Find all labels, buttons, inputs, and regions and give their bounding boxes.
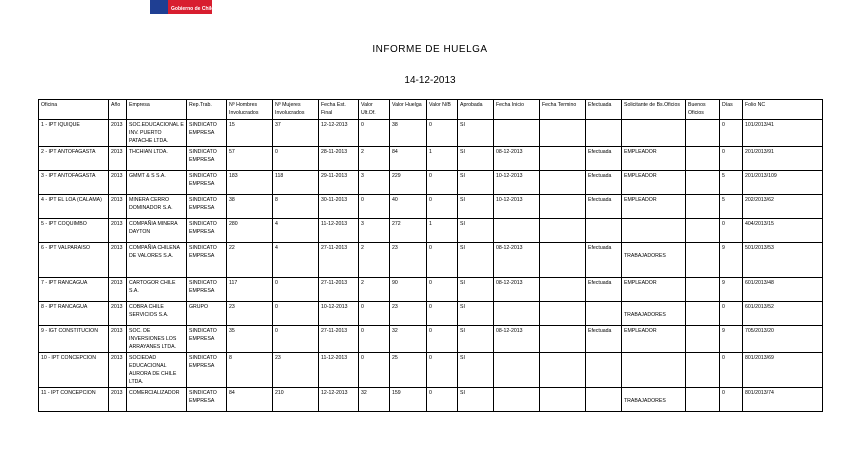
table-cell: 5 [720,195,743,219]
table-cell: SI [458,243,494,278]
table-cell [540,388,586,412]
table-cell: 210 [273,388,319,412]
table-cell: 08-12-2013 [494,243,540,278]
table-cell [686,195,720,219]
table-cell: 27-11-2013 [319,278,359,302]
table-cell: 22 [227,243,273,278]
table-cell: 201/2013/109 [743,171,823,195]
table-cell: 229 [390,171,427,195]
table-cell: 601/2013/48 [743,278,823,302]
table-cell: 2 - IPT ANTOFAGASTA [39,147,109,171]
table-cell: 32 [359,388,390,412]
table-cell: 0 [427,302,458,326]
table-cell: EMPLEADOR [622,326,686,353]
table-cell [540,353,586,388]
table-cell: EMPLEADOR [622,195,686,219]
table-cell: 11-12-2013 [319,219,359,243]
table-cell [540,243,586,278]
table-cell [540,278,586,302]
table-row [39,326,823,353]
table-cell: SI [458,326,494,353]
table-cell [540,120,586,147]
table-cell: Efectuada [586,326,622,353]
table-cell: 29-11-2013 [319,171,359,195]
table-cell: 10-12-2013 [319,302,359,326]
column-header: Valor Huelga [390,100,427,120]
table-cell: 3 [359,171,390,195]
table-cell: 2013 [109,388,127,412]
column-header: Fecha Termino [540,100,586,120]
table-cell: SINDICATO EMPRESA [187,219,227,243]
table-cell: 0 [720,147,743,171]
column-header: Fecha Inicio [494,100,540,120]
table-cell: SI [458,388,494,412]
column-header: Efectuada [586,100,622,120]
table-cell: 9 [720,278,743,302]
table-cell: Efectuada [586,171,622,195]
table-cell: 8 [273,195,319,219]
table-cell: 4 [273,219,319,243]
table-cell: 27-11-2013 [319,326,359,353]
table-cell: 12-12-2013 [319,120,359,147]
table-cell: 0 [359,326,390,353]
table-cell: 0 [273,302,319,326]
table-cell: 101/2013/41 [743,120,823,147]
table-cell [686,388,720,412]
column-header: Oficina [39,100,109,120]
table-cell: 0 [273,147,319,171]
table-cell: 23 [227,302,273,326]
table-cell: CARTOGOR CHILE S.A. [127,278,187,302]
table-row [39,388,823,412]
table-cell: 08-12-2013 [494,278,540,302]
table-cell: 601/2013/52 [743,302,823,326]
table-cell [586,353,622,388]
table-cell: THCHIAN LTDA. [127,147,187,171]
table-cell: 801/2013/69 [743,353,823,388]
table-cell: 272 [390,219,427,243]
table-cell [494,120,540,147]
table-cell: 2013 [109,353,127,388]
table-cell: SI [458,171,494,195]
table-cell: COMPAÑIA MINERA DAYTON [127,219,187,243]
table-cell [686,302,720,326]
table-cell [586,302,622,326]
table-cell: 0 [720,302,743,326]
table-cell: Efectuada [586,147,622,171]
table-cell: 12-12-2013 [319,388,359,412]
logo-red-block [168,0,215,14]
table-row [39,195,823,219]
table-cell: GMMT & S S.A. [127,171,187,195]
table-cell: 08-12-2013 [494,326,540,353]
table-cell: 0 [720,388,743,412]
table-cell: 11-12-2013 [319,353,359,388]
column-header: Buenos Oficios [686,100,720,120]
table-cell: 35 [227,326,273,353]
table-cell: Efectuada [586,195,622,219]
column-header: Nº Hombres Involucrados [227,100,273,120]
table-cell: 23 [390,302,427,326]
table-header-row [39,100,823,120]
table-cell: EMPLEADOR [622,171,686,195]
table-cell: GRUPO [187,302,227,326]
table-row [39,219,823,243]
report-title: INFORME DE HUELGA [372,44,488,55]
table-cell: SI [458,195,494,219]
table-cell: COMPAÑIA CHILENA DE VALORES S.A. [127,243,187,278]
table-cell: SOCIEDAD EDUCACIONAL AURORA DE CHILE LTDA. [127,353,187,388]
table-cell: 0 [359,353,390,388]
table-cell: 27-11-2013 [319,243,359,278]
table-cell: 501/2013/53 [743,243,823,278]
table-cell: SI [458,302,494,326]
table-cell: 3 - IPT ANTOFAGASTA [39,171,109,195]
table-cell: EMPLEADOR [622,147,686,171]
table-cell: 4 - IPT EL LOA (CALAMA) [39,195,109,219]
table-cell: 38 [390,120,427,147]
table-cell: 2013 [109,120,127,147]
table-cell: 23 [273,353,319,388]
table-cell: 117 [227,278,273,302]
table-cell: TRABAJADORES [622,243,686,278]
table-cell: COBRA CHILE SERVICIOS S.A. [127,302,187,326]
table-row [39,278,823,302]
strike-report-table [38,99,823,412]
table-cell: 0 [427,120,458,147]
table-cell: 2013 [109,171,127,195]
table-cell: 8 [227,353,273,388]
table-cell: 705/2013/20 [743,326,823,353]
table-cell: SINDICATO EMPRESA [187,278,227,302]
table-cell: SI [458,120,494,147]
table-cell: 0 [273,278,319,302]
table-cell: 280 [227,219,273,243]
table-cell: SI [458,219,494,243]
table-cell [494,353,540,388]
table-cell: 801/2013/74 [743,388,823,412]
table-cell: 404/2013/15 [743,219,823,243]
table-cell: 2013 [109,326,127,353]
table-cell: Efectuada [586,243,622,278]
column-header: Valor Ult.Of. [359,100,390,120]
table-cell: 5 - IPT COQUIMBO [39,219,109,243]
table-cell: 15 [227,120,273,147]
table-cell [540,171,586,195]
column-header: Valor N/B [427,100,458,120]
table-cell: 4 [273,243,319,278]
table-cell: 10 - IPT CONCEPCION [39,353,109,388]
table-cell: EMPLEADOR [622,278,686,302]
table-cell: MINERA CERRO DOMINADOR S.A. [127,195,187,219]
logo-blue-block [150,0,168,14]
gobierno-de-chile-logo [150,0,215,14]
table-cell [686,326,720,353]
table-cell [540,147,586,171]
column-header: Folio NC [743,100,823,120]
table-cell [540,219,586,243]
table-cell: 0 [273,326,319,353]
table-cell: 08-12-2013 [494,147,540,171]
table-cell: 30-11-2013 [319,195,359,219]
table-cell: 183 [227,171,273,195]
table-cell: SOC.EDUCACIONAL E INV. PUERTO PATACHE LTDA. [127,120,187,147]
table-cell: 0 [427,278,458,302]
table-cell: 0 [427,195,458,219]
table-row [39,353,823,388]
table-cell: 2013 [109,147,127,171]
column-header: Fecha Est. Final [319,100,359,120]
table-cell: 8 - IPT RANCAGUA [39,302,109,326]
table-cell: Efectuada [586,278,622,302]
column-header: Empresa [127,100,187,120]
table-cell: 23 [390,243,427,278]
table-cell: SINDICATO EMPRESA [187,147,227,171]
table-cell [494,388,540,412]
table-cell: SI [458,278,494,302]
table-cell: 2 [359,278,390,302]
table-cell [686,219,720,243]
table-cell [686,243,720,278]
table-cell: 2013 [109,219,127,243]
table-cell: 0 [427,353,458,388]
table-cell [540,326,586,353]
table-cell: 202/2013/62 [743,195,823,219]
table-row [39,120,823,147]
table-cell: 0 [359,120,390,147]
table-cell: 28-11-2013 [319,147,359,171]
table-cell: 2013 [109,243,127,278]
column-header: Nº Mujeres Involucrados [273,100,319,120]
table-cell: 201/2013/91 [743,147,823,171]
report-date: 14-12-2013 [404,75,456,86]
table-cell: SINDICATO EMPRESA [187,353,227,388]
table-cell [586,219,622,243]
table-cell: 38 [227,195,273,219]
table-cell: 9 [720,326,743,353]
table-cell: 6 - IPT VALPARAISO [39,243,109,278]
table-row [39,243,823,278]
table-cell: 2013 [109,302,127,326]
table-cell: 0 [427,326,458,353]
table-cell: SINDICATO EMPRESA [187,195,227,219]
table-cell: 159 [390,388,427,412]
table-row [39,171,823,195]
table-cell: 84 [390,147,427,171]
table-cell [494,302,540,326]
table-cell: 1 [427,147,458,171]
table-cell: 0 [359,302,390,326]
column-header: Solicitante de Bs.Oficios [622,100,686,120]
table-cell: 2013 [109,195,127,219]
table-cell: COMERCIALIZADOR [127,388,187,412]
table-cell: 40 [390,195,427,219]
table-cell: 7 - IPT RANCAGUA [39,278,109,302]
table-cell: SOC. DE INVERSIONES LOS ARRAYANES LTDA. [127,326,187,353]
table-cell: 0 [427,171,458,195]
logo-text: Gobierno de Chile [171,6,215,12]
table-cell: 9 [720,243,743,278]
table-cell [494,219,540,243]
table-cell: 57 [227,147,273,171]
table-cell: 0 [359,195,390,219]
table-cell [686,278,720,302]
table-cell [586,120,622,147]
column-header: Año [109,100,127,120]
table-cell [686,147,720,171]
table-cell: 3 [359,219,390,243]
table-cell [586,388,622,412]
table-cell: SINDICATO EMPRESA [187,388,227,412]
table-cell: 32 [390,326,427,353]
table-cell [686,120,720,147]
table-cell: SI [458,147,494,171]
table-cell: 2013 [109,278,127,302]
column-header: Rep.Trab. [187,100,227,120]
table-row [39,302,823,326]
table-cell: 10-12-2013 [494,171,540,195]
table-cell: 90 [390,278,427,302]
column-header: Aprobada [458,100,494,120]
table-cell: 0 [427,243,458,278]
table-cell: 118 [273,171,319,195]
table-cell: 0 [720,120,743,147]
table-cell: SINDICATO EMPRESA [187,326,227,353]
table-cell [686,353,720,388]
table-cell [686,171,720,195]
table-cell [622,120,686,147]
table-cell: 0 [427,388,458,412]
table-cell: 9 - IGT CONSTITUCION [39,326,109,353]
table-cell: SI [458,353,494,388]
table-cell: SINDICATO EMPRESA [187,243,227,278]
table-cell [540,195,586,219]
table-cell: 0 [720,353,743,388]
table-cell: TRABAJADORES [622,302,686,326]
table-cell: 2 [359,147,390,171]
table-cell [540,302,586,326]
table-cell: 84 [227,388,273,412]
column-header: Días [720,100,743,120]
table-cell: SINDICATO EMPRESA [187,120,227,147]
table-cell [622,219,686,243]
table-cell: SINDICATO EMPRESA [187,171,227,195]
table-row [39,147,823,171]
table-cell: 25 [390,353,427,388]
table-cell: 10-12-2013 [494,195,540,219]
table-cell: 37 [273,120,319,147]
table-cell: 1 - IPT IQUIQUE [39,120,109,147]
table-cell: TRABAJADORES [622,388,686,412]
table-cell: 5 [720,171,743,195]
table-cell: 1 [427,219,458,243]
table-cell: 0 [720,219,743,243]
table-cell: 11 - IPT CONCEPCION [39,388,109,412]
table-cell: 2 [359,243,390,278]
table-cell [622,353,686,388]
table-body [39,120,823,412]
